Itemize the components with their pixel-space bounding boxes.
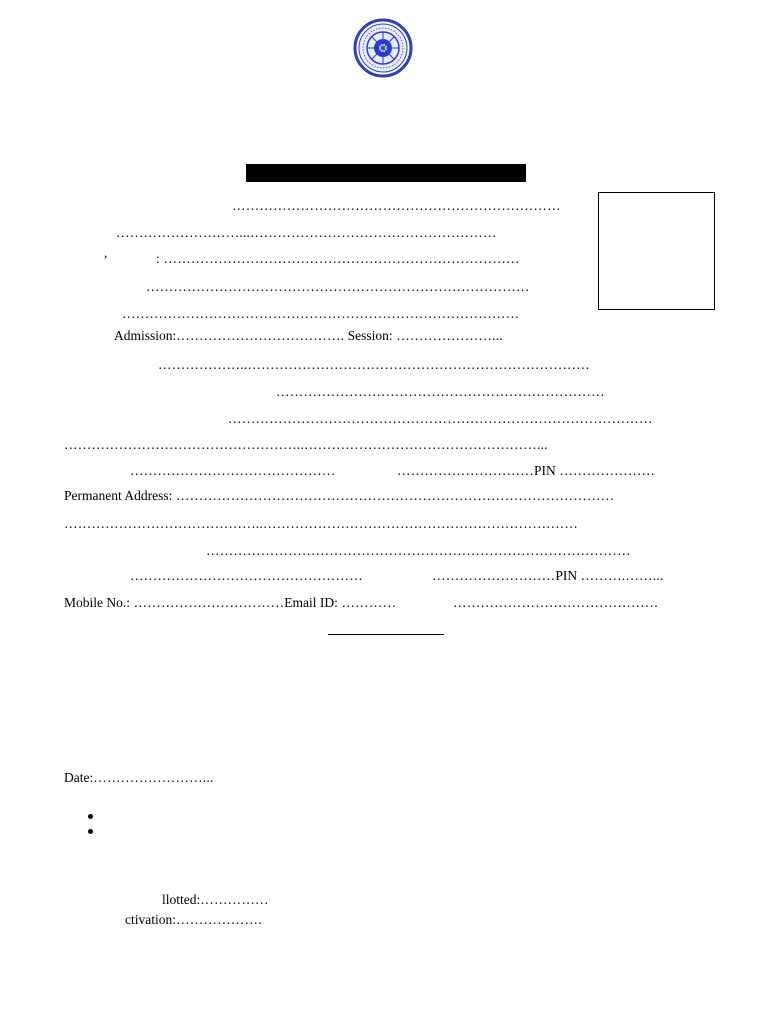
form-title-redacted [246, 164, 526, 182]
allotted-label: llotted: [162, 892, 201, 907]
field-line-5[interactable]: …………………………………………………………………………… [122, 306, 520, 321]
admission-session-row [114, 328, 503, 344]
bullet-1 [88, 814, 93, 819]
permanent-address-field-b[interactable]: ……………………… [432, 568, 556, 583]
field-line-7[interactable]: ………………..………………………………………………………………… [158, 357, 590, 372]
session-label: Session: [344, 328, 393, 343]
pin-label-1: PIN [534, 463, 556, 478]
activation-row [125, 912, 262, 928]
field-line-3[interactable]: : …………………………………………………………………… [156, 251, 520, 266]
date-row [64, 770, 214, 786]
permanent-address-line-3[interactable]: ………………………………………………………………………………… [206, 543, 631, 558]
present-address-field-b[interactable]: ………………………… [397, 463, 534, 478]
field-line-8[interactable]: ……………………………………………………………… [276, 384, 605, 399]
field-comma: , [104, 245, 108, 260]
session-field[interactable]: …………………... [392, 328, 503, 343]
section-heading-underline [328, 634, 444, 635]
pin-label-2: PIN [555, 568, 578, 583]
permanent-address-label: Permanent Address: [64, 488, 173, 503]
photo-box [598, 192, 715, 310]
field-line-1[interactable]: ……………………………………………………………… [232, 198, 561, 213]
allotted-row [162, 892, 269, 908]
permanent-address-line-2[interactable]: ……………………………………..…………………………………………………………… [64, 516, 579, 531]
field-line-10[interactable]: ……………………………………………..……………………………………………... [64, 437, 548, 452]
allotted-field[interactable]: …………… [200, 892, 269, 907]
university-seal-icon [352, 18, 414, 78]
email-field[interactable]: ………… [337, 595, 397, 610]
activation-field[interactable]: ………………. [176, 912, 262, 927]
contact-row [64, 595, 396, 611]
field-line-9[interactable]: ………………………………………………………………………………… [228, 411, 653, 426]
field-line-4[interactable]: ………………………………………………………………………… [146, 279, 530, 294]
field-line-2[interactable]: ………………………...……………………………………………… [116, 225, 497, 240]
date-field[interactable]: ……………………... [93, 770, 214, 785]
mobile-label: Mobile No.: [64, 595, 130, 610]
pin-field-1[interactable]: ………………… [555, 463, 656, 478]
mobile-field[interactable]: …………………………… [130, 595, 285, 610]
permanent-address-pin-row [432, 568, 663, 584]
admission-label: Admission: [114, 328, 177, 343]
email-field-continued[interactable]: ……………………………………… [453, 595, 659, 610]
bullet-2 [88, 829, 93, 834]
pin-field-2[interactable]: ……….……... [577, 568, 664, 583]
present-address-field-a[interactable]: ……………………………………… [130, 463, 336, 478]
activation-label: ctivation: [125, 912, 176, 927]
email-label: Email ID: [284, 595, 338, 610]
date-label: Date: [64, 770, 94, 785]
permanent-address-row [64, 488, 614, 504]
present-address-pin-row [397, 463, 655, 479]
admission-field[interactable]: ………………………………. [176, 328, 345, 343]
permanent-address-field-a[interactable]: …………………………………………… [130, 568, 363, 583]
permanent-address-field[interactable]: …………………………………………………………………………………… [172, 488, 615, 503]
